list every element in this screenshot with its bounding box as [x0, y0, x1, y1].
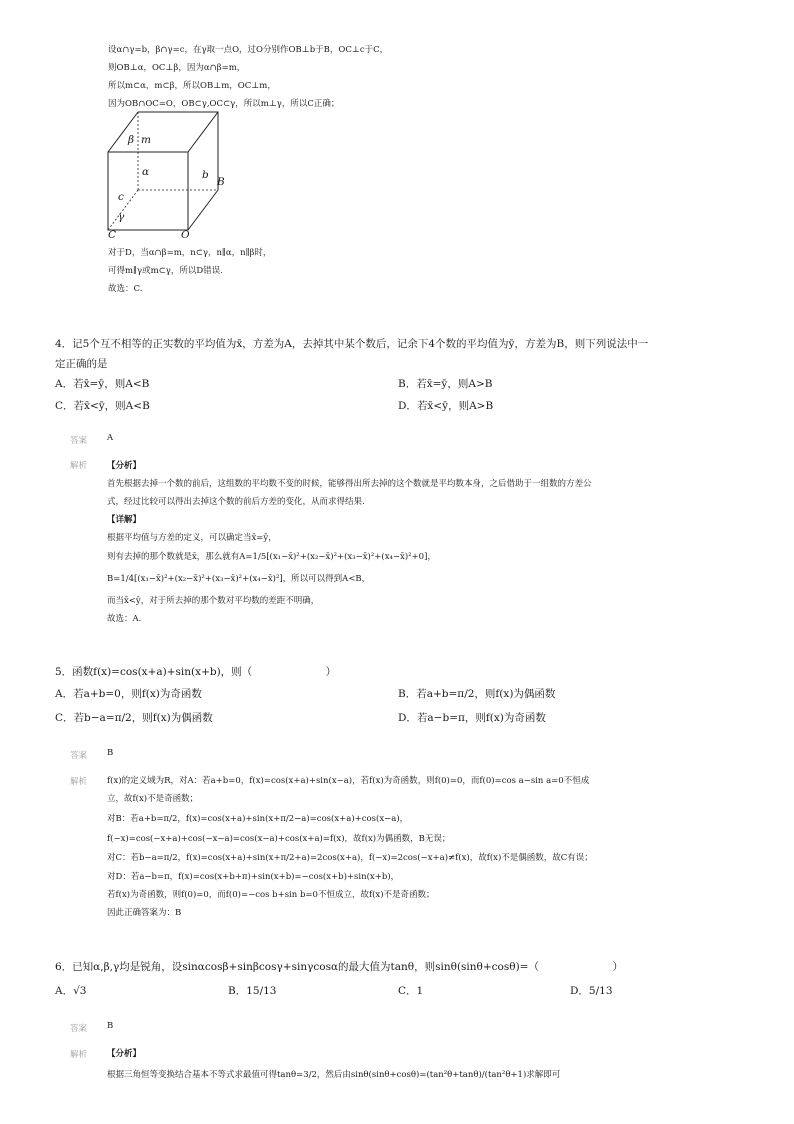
- q5-analysis-5: 对C：若b−a=π/2，f(x)=cos(x+a)+sin(x+π/2+a)=2cos(x+a)，f(−x)=2cos(−x+a)≠f(x)，故f(x)不是偶函数，故C有误；: [107, 853, 593, 863]
- q6-option-a: A．√3: [55, 985, 87, 997]
- q6-answer: B: [107, 1021, 114, 1031]
- q5-answer-label: 答案: [70, 751, 88, 761]
- q4-analysis-7: B=1/4[(x₁−x̄)²+(x₂−x̄)²+(x₃−x̄)²+(x₄−x̄)²]，所以可以得到A<B，: [107, 574, 371, 584]
- q4-option-d: D．若x̄<ȳ，则A>B: [398, 400, 494, 412]
- q3-line-2: 则OB⊥α，OC⊥β，因为α∩β=m，: [108, 63, 246, 73]
- q4-analysis-label: 解析: [70, 461, 88, 471]
- label-beta: β: [128, 134, 135, 146]
- q4-analysis-6: 则有去掉的那个数就是x̄，那么就有A=1/5[(x₁−x̄)²+(x₂−x̄)²+(x₃−x̄)²+(x₄−x̄)²+0]，: [107, 552, 436, 562]
- label-gamma: γ: [118, 211, 125, 223]
- q6-analysis-1: 【分析】: [107, 1049, 142, 1059]
- q3-after-3: 故选：C.: [108, 284, 143, 294]
- q6-analysis-2: 根据三角恒等变换结合基本不等式求最值可得tanθ=3/2，然后由sinθ(sinθ+cosθ)=(tan²θ+tanθ)/(tan²θ+1)求解即可: [107, 1070, 561, 1080]
- q5-analysis-2: 立，故f(x)不是奇函数；: [107, 794, 199, 804]
- q4-analysis-2: 首先根据去掉一个数的前后，这组数的平均数不变的时候，能够得出所去掉的这个数就是平均数本身，之后借助于一组数的方差公: [107, 479, 592, 489]
- q4-stem-1: 4．记5个互不相等的正实数的平均值为x̄，方差为A，去掉其中某个数后，记余下4个数的平均值为ȳ，方差为B，则下列说法中一: [55, 338, 649, 350]
- q6-stem: 6．已知α,β,γ均是锐角，设sinαcosβ+sinβcosγ+sinγcosα的最大值为tanθ，则sinθ(sinθ+cosθ)=（ ）: [55, 961, 623, 973]
- q4-option-a: A．若x̄=ȳ，则A<B: [55, 378, 150, 390]
- q4-analysis-4: 【详解】: [107, 515, 142, 525]
- q4-analysis-8: 而当x̄<ȳ，对于所去掉的那个数对平均数的差距不明确，: [107, 596, 320, 606]
- q5-analysis-4: f(−x)=cos(−x+a)+cos(−x−a)=cos(x−a)+cos(x+a)=f(x)，故f(x)为偶函数，B无误；: [107, 834, 451, 844]
- label-c: c: [118, 191, 124, 203]
- q5-option-c: C．若b−a=π/2，则f(x)为偶函数: [55, 712, 213, 724]
- q4-answer-label: 答案: [70, 436, 88, 446]
- q5-option-a: A．若a+b=0，则f(x)为奇函数: [55, 688, 202, 700]
- q4-analysis-1: 【分析】: [107, 461, 142, 471]
- label-C: C: [108, 229, 117, 241]
- q6-answer-label: 答案: [70, 1024, 88, 1034]
- q3-after-2: 可得m∥γ或m⊂γ，所以D错误.: [108, 266, 223, 276]
- q6-analysis-label: 解析: [70, 1050, 88, 1060]
- q5-analysis-3: 对B：若a+b=π/2，f(x)=cos(x+a)+sin(x+π/2−a)=cos(x+a)+cos(x−a)，: [107, 814, 409, 824]
- q5-stem: 5．函数f(x)=cos(x+a)+sin(x+b)，则（ ）: [55, 666, 337, 678]
- q6-option-c: C．1: [398, 985, 424, 997]
- q3-line-4: 因为OB∩OC=O，OB⊂γ,OC⊂γ，所以m⊥γ，所以C正确；: [108, 99, 340, 109]
- q4-option-c: C．若x̄<ȳ，则A<B: [55, 400, 150, 412]
- q4-option-b: B．若x̄=ȳ，则A>B: [398, 378, 493, 390]
- q6-option-d: D．5/13: [570, 985, 613, 997]
- q4-analysis-9: 故选：A.: [107, 614, 142, 624]
- q5-option-d: D．若a−b=π，则f(x)为奇函数: [398, 712, 546, 724]
- q5-option-b: B．若a+b=π/2，则f(x)为偶函数: [398, 688, 556, 700]
- q5-answer: B: [107, 748, 114, 758]
- label-b: b: [202, 169, 209, 181]
- q4-stem-2: 定正确的是: [55, 358, 108, 370]
- label-O: O: [181, 229, 190, 241]
- q5-analysis-1: f(x)的定义域为R，对A：若a+b=0，f(x)=cos(x+a)+sin(x−a)，若f(x)为奇函数，则f(0)=0，而f(0)=cos a−sin a=0不恒成: [107, 776, 590, 786]
- q3-line-1: 设α∩γ=b，β∩γ=c，在γ取一点O，过O分别作OB⊥b于B，OC⊥c于C，: [108, 45, 389, 55]
- q6-option-b: B．15/13: [228, 985, 277, 997]
- q3-line-3: 所以m⊂α，m⊂β，所以OB⊥m，OC⊥m，: [108, 81, 276, 91]
- q4-analysis-5: 根据平均值与方差的定义，可以确定当x̄=ȳ，: [107, 533, 277, 543]
- label-m: m: [141, 134, 151, 146]
- q5-analysis-8: 因此正确答案为：B: [107, 908, 182, 918]
- q4-answer: A: [107, 433, 114, 443]
- q4-analysis-3: 式，经过比较可以得出去掉这个数的前后方差的变化，从而求得结果.: [107, 497, 365, 507]
- q3-after-1: 对于D，当α∩β=m，n⊂γ，n∥α，n∥β时，: [108, 248, 272, 258]
- q5-analysis-label: 解析: [70, 777, 88, 787]
- q5-analysis-6: 对D：若a−b=π，f(x)=cos(x+b+π)+sin(x+b)=−cos(x+b)+sin(x+b)，: [107, 872, 400, 882]
- q5-analysis-7: 若f(x)为奇函数，则f(0)=0，而f(0)=−cos b+sin b=0不恒成立，故f(x)不是奇函数；: [107, 890, 435, 900]
- label-alpha: α: [142, 166, 150, 178]
- label-B: B: [217, 176, 225, 188]
